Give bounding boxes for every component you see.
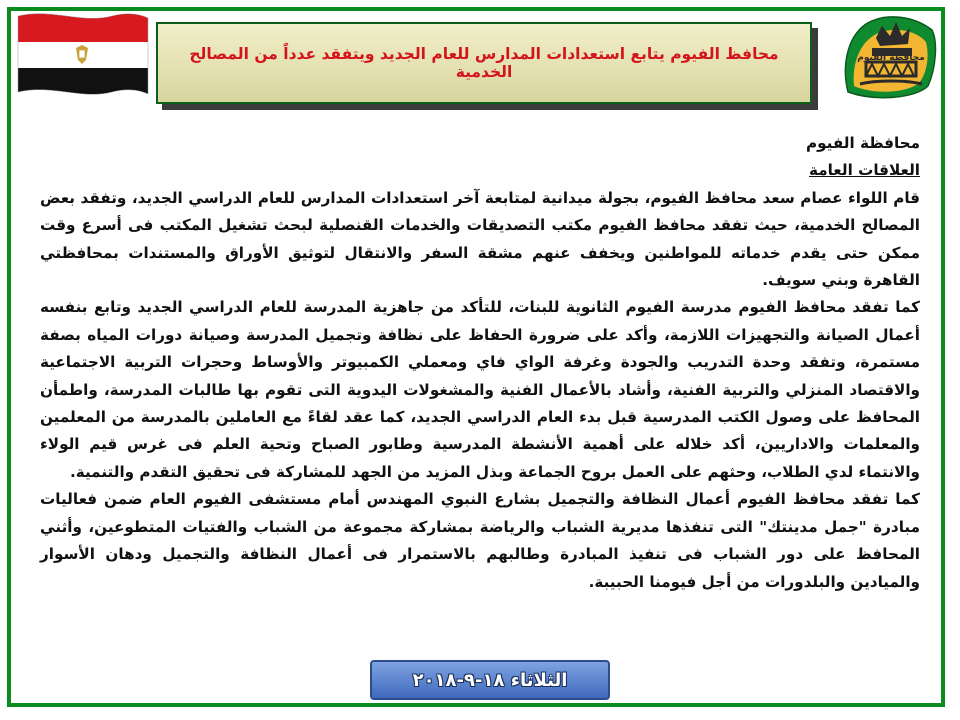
article-department: العلاقات العامة — [808, 161, 920, 180]
governorate-emblem-icon — [836, 8, 946, 104]
article-paragraph: كما تفقد محافظ الفيوم أعمال النظافة والتجميل بشارع النبوي المهندس أمام مستشفى الفيوم العام ضمن فعاليات مبادرة "جمل مدينتك" التى تنفذها مديرية الشباب والرياضة بمشاركة مجموعة من الشباب والفتيات المتطوعين، وأثني المحافظ على دور الشباب فى تنفيذ المبادرة وطالبهم بالاستمرار فى أعمال النظافة والتجميل ودهان الأسوار والميادين والبلدورات من أجل فيومنا الحبيبة. — [40, 490, 920, 591]
headline-banner — [156, 22, 812, 104]
article-org: محافظة الفيوم — [806, 134, 920, 152]
article-paragraph: كما تفقد محافظ الفيوم مدرسة الفيوم الثانوية للبنات، للتأكد من جاهزية المدرسة للعام الدراسي الجديد وتابع بنفسه أعمال الصيانة والتجهيزات اللازمة، وأكد على ضرورة الحفاظ على نظافة وتجميل المدرسة وصيانة دورات المياه بصفة مستمرة، وتفقد وحدة التدريب والجودة وغرفة الواي فاي ومعملي الكمبيوتر والأوساط وحجرات التربية الاجتماعية والاقتصاد المنزلي والتربية الفنية، وأشاد بالأعمال الفنية والمشغولات اليدوية التى تقوم بها طالبات المدرسة، واطمأن المحافظ على وصول الكتب المدرسية قبل بدء العام الدراسي الجديد، كما عقد لقاءً مع العاملين بالمدرسة من المعلمين والمعلمات والاداريين، أكد خلاله على أهمية الأنشطة المدرسية وطابور الصباح وتحية العلم فى غرس قيم الولاء والانتماء لدي الطلاب، وحثهم على العمل بروح الجماعة وبذل المزيد من الجهد للمشاركة فى تحقيق التقدم والتنمية. — [40, 298, 920, 481]
date-badge — [370, 660, 610, 700]
headline-text: محافظ الفيوم يتابع استعدادات المدارس للعام الجديد ويتفقد عدداً من المصالح الخدمية — [189, 45, 779, 81]
article-paragraph: قام اللواء عصام سعد محافظ الفيوم، بجولة ميدانية لمتابعة آخر استعدادات المدارس للعام الدراسي الجديد، وتفقد بعض المصالح الخدمية، حيث تفقد محافظ الفيوم مكتب التصديقات والخدمات القنصلية لبحث تشغيل المكتب فى أسرع وقت ممكن حتى يقدم خدماته للمواطنين ويخفف عنهم مشقة السفر والانتقال لتوثيق الأوراق والمستندات بمحافظتي القاهرة وبني سويف. — [40, 188, 920, 290]
emblem-text: محافظة الفيوم — [857, 53, 925, 63]
article-body — [40, 130, 920, 596]
date-text: الثلاثاء ١٨-٩-٢٠١٨ — [412, 669, 568, 691]
egypt-flag-icon — [12, 6, 152, 104]
